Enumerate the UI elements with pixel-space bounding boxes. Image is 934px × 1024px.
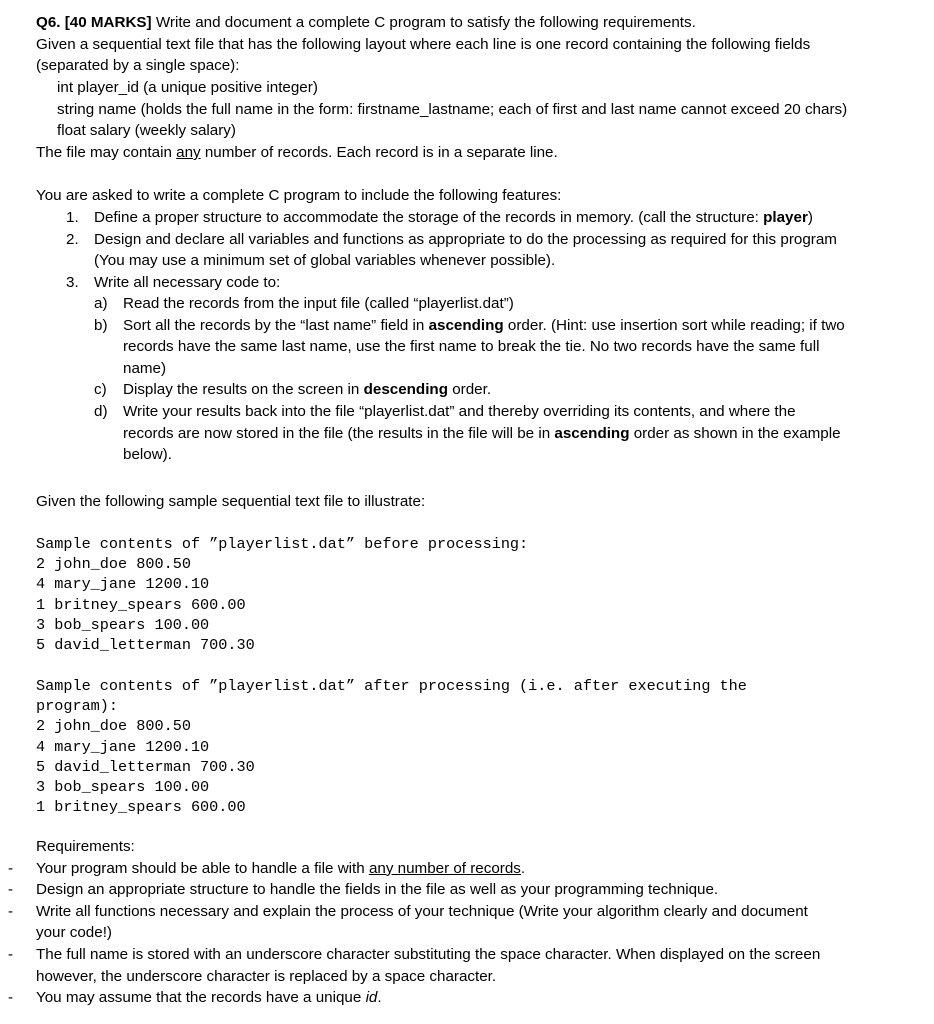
requirements <box>8 836 926 1009</box>
requirement-1-dash: - <box>8 859 14 877</box>
feature-2-cont: (You may use a minimum set of global variables whenever possible). <box>94 252 556 270</box>
question-header <box>36 12 810 77</box>
requirement-4-line-2: however, the underscore character is replaced by a space character. <box>36 967 497 985</box>
sample-before-line: 3 bob_spears 100.00 <box>36 615 210 634</box>
subtask-b-letter: b) <box>94 316 108 334</box>
sample-after-line: 3 bob_spears 100.00 <box>36 778 210 797</box>
requirement-5 <box>8 987 926 1009</box>
requirements-title: Requirements: <box>36 838 135 855</box>
feature-2-line-1: Design and declare all variables and functions as appropriate to do the processing as required for this program <box>94 230 837 248</box>
subtask-d-line-2 <box>94 423 845 445</box>
subtask-a-letter: a) <box>94 295 108 312</box>
file-note <box>36 142 558 164</box>
feature-3-number: 3. <box>66 273 79 291</box>
requirement-4 <box>8 944 926 966</box>
feature-3-text: Write all necessary code to: <box>94 273 281 291</box>
subtask-a-text: Read the records from the input file (called “playerlist.dat”) <box>123 295 514 312</box>
sample-after-line: 1 britney_spears 600.00 <box>36 798 246 817</box>
features-intro: You are asked to write a complete C program to include the following features: <box>36 187 562 204</box>
requirement-2-text: Design an appropriate structure to handle the fields in the file as well as your programming technique. <box>36 881 719 899</box>
subtask-b <box>94 315 845 337</box>
subtask-d-pre: records are now stored in the file (the results in the file will be in <box>123 424 555 442</box>
sample-intro: Given the following sample sequential text file to illustrate: <box>36 493 426 510</box>
question-title-line <box>36 12 810 34</box>
sample-after-line: 2 john_doe 800.50 <box>36 717 191 736</box>
sample-after-title: Sample contents of ”playerlist.dat” after processing (i.e. after executing the <box>36 677 747 695</box>
subtask-a <box>94 293 845 315</box>
subtask-d-line-1: Write your results back into the file “playerlist.dat” and thereby overriding its contents, and where the <box>123 402 796 420</box>
sample-before-line: 2 john_doe 800.50 <box>36 555 191 574</box>
requirement-3-line-1: Write all functions necessary and explain the process of your technique (Write your algorithm clearly and document <box>36 902 808 920</box>
requirement-1-underline: any number of records <box>368 859 521 877</box>
file-note-any: any <box>176 144 201 161</box>
question-label: Q6. [40 MARKS] <box>36 14 152 31</box>
feature-1 <box>66 207 837 229</box>
field-name: string name (holds the full name in the form: firstname_lastname; each of first and last name cannot exceed 20 chars) <box>57 100 848 118</box>
given-line-2: (separated by a single space): <box>36 57 240 75</box>
requirement-3-line-2: your code!) <box>36 924 112 942</box>
subtask-d <box>94 401 845 423</box>
feature-2 <box>66 229 837 251</box>
subtask-b-line-2: records have the same last name, use the first name to break the tie. No two records have the same full <box>123 338 820 356</box>
feature-2-number: 2. <box>66 230 79 248</box>
requirement-5-italic: id <box>365 989 378 1007</box>
subtask-c-post: order. <box>448 381 492 399</box>
sample-before-title: Sample contents of ”playerlist.dat” before processing: <box>36 535 529 553</box>
feature-1-bold: player <box>763 209 808 226</box>
subtask-b-post: order. (Hint: use insertion sort while reading; if two <box>503 316 845 334</box>
feature-1-number: 1. <box>66 209 79 226</box>
subtask-c-letter: c) <box>94 381 107 399</box>
question-intro: Write and document a complete C program to satisfy the following requirements. <box>151 14 696 31</box>
sample-after-line: 4 mary_jane 1200.10 <box>36 737 210 756</box>
requirement-5-pre: You may assume that the records have a unique <box>36 989 366 1007</box>
file-note-post: number of records. Each record is in a separate line. <box>200 144 558 161</box>
subtask-d-letter: d) <box>94 402 108 420</box>
sample-before <box>36 534 528 655</box>
sample-before-line: 5 david_letterman 700.30 <box>36 636 255 655</box>
requirement-2 <box>8 879 926 901</box>
subtask-c-bold: descending <box>363 381 448 399</box>
feature-list <box>66 207 837 293</box>
feature-1-text: Define a proper structure to accommodate the storage of the records in memory. (call the structure: <box>94 209 764 226</box>
subtask-d-post: order as shown in the example <box>629 424 841 442</box>
subtask-list <box>94 293 845 466</box>
feature-3 <box>66 272 837 294</box>
sample-after-line: 5 david_letterman 700.30 <box>36 757 255 776</box>
subtask-d-bold: ascending <box>554 424 630 442</box>
subtask-d-line-3: below). <box>123 446 172 464</box>
field-list <box>57 77 847 142</box>
requirement-5-dash: - <box>8 989 14 1007</box>
given-line-1: Given a sequential text file that has the following layout where each line is one record containing the following fields <box>36 35 811 53</box>
sample-after-title-cont: program): <box>36 697 119 716</box>
requirement-1-post: . <box>520 859 526 877</box>
subtask-b-pre: Sort all the records by the “last name” field in <box>123 316 429 334</box>
subtask-c <box>94 379 845 401</box>
requirement-1-pre: Your program should be able to handle a file with <box>36 859 369 877</box>
sample-after <box>36 676 747 817</box>
requirement-4-dash: - <box>8 945 14 963</box>
feature-1-close: ) <box>807 209 813 226</box>
sample-before-line: 4 mary_jane 1200.10 <box>36 575 210 594</box>
requirement-5-post: . <box>377 989 382 1007</box>
field-player-id: int player_id (a unique positive integer) <box>57 79 318 96</box>
requirement-3 <box>8 901 926 923</box>
field-salary: float salary (weekly salary) <box>57 122 236 140</box>
requirement-3-dash: - <box>8 902 14 920</box>
subtask-b-line-3: name) <box>123 359 167 377</box>
file-note-pre: The file may contain <box>36 144 177 161</box>
requirement-2-dash: - <box>8 881 14 899</box>
subtask-b-bold: ascending <box>428 316 504 334</box>
sample-before-line: 1 britney_spears 600.00 <box>36 595 246 614</box>
requirement-4-line-1: The full name is stored with an underscore character substituting the space character. When displayed on the screen <box>36 945 821 963</box>
subtask-c-pre: Display the results on the screen in <box>123 381 364 399</box>
requirement-1 <box>8 858 926 880</box>
